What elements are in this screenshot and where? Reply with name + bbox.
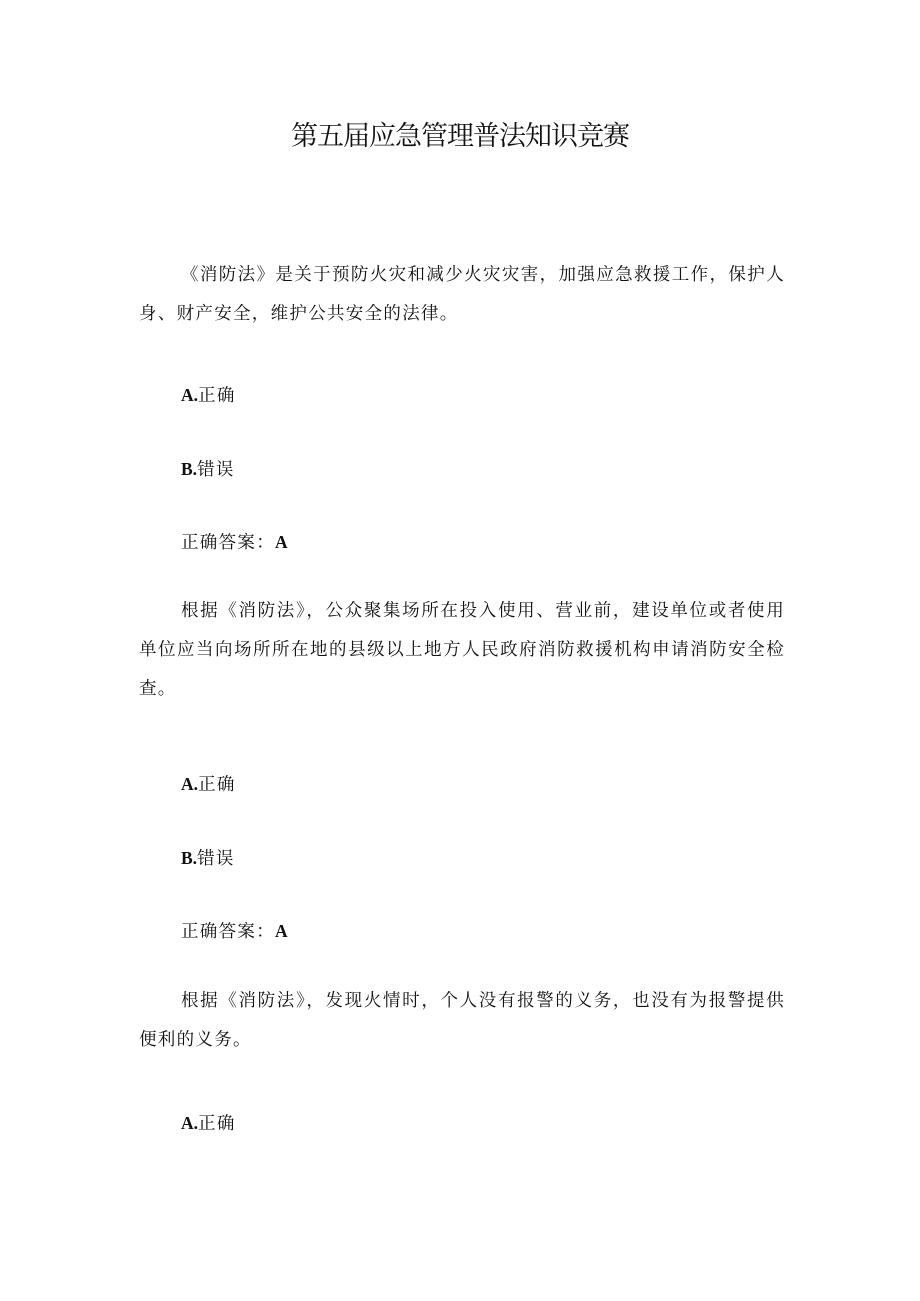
option-text: 正确 xyxy=(198,775,236,795)
question-1-answer xyxy=(181,530,288,555)
question-3-text: 根据《消防法》，发现火情时，个人没有报警的义务，也没有为报警提供便利的义务。 xyxy=(139,991,785,1050)
question-1-option-b xyxy=(181,457,235,482)
question-2-text: 根据《消防法》，公众聚集场所在投入使用、营业前，建设单位或者使用单位应当向场所所在地的县级以上地方人民政府消防救援机构申请消防安全检查。 xyxy=(139,601,785,699)
question-1-option-a xyxy=(181,383,236,408)
answer-label: 正确答案： xyxy=(181,533,275,553)
option-letter: B. xyxy=(181,459,198,479)
answer-value: A xyxy=(275,532,288,552)
option-letter: A. xyxy=(181,385,199,405)
option-text: 正确 xyxy=(198,386,236,406)
question-2-option-a xyxy=(181,772,236,797)
option-letter: A. xyxy=(181,1113,199,1133)
question-3-option-a xyxy=(181,1111,236,1136)
answer-label: 正确答案： xyxy=(181,922,275,942)
question-2-option-b xyxy=(181,846,235,871)
option-text: 正确 xyxy=(198,1114,236,1134)
option-text: 错误 xyxy=(197,460,235,480)
answer-value: A xyxy=(275,921,288,941)
page-title: 第五届应急管理普法知识竞赛 xyxy=(291,121,629,152)
question-1-text: 《消防法》是关于预防火灾和减少火灾灾害，加强应急救援工作，保护人身、财产安全，维护公共安全的法律。 xyxy=(139,265,785,324)
option-letter: A. xyxy=(181,774,199,794)
option-text: 错误 xyxy=(197,849,235,869)
question-2-answer xyxy=(181,919,288,944)
option-letter: B. xyxy=(181,848,198,868)
